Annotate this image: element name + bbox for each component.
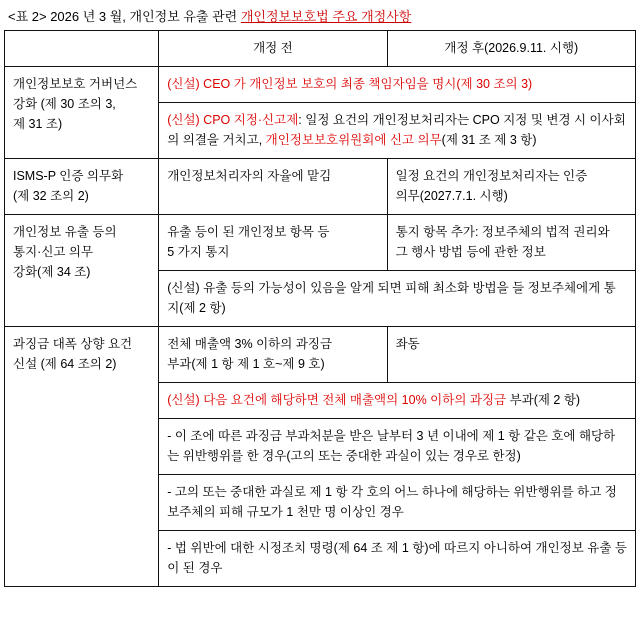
segment-text: (신설) — [167, 393, 204, 407]
caption-highlight: 개인정보보호법 주요 개정사항 — [240, 9, 412, 24]
cell-notification-after — [387, 215, 635, 271]
cell-penalty-note-3: - 고의 또는 중대한 과실로 제 1 항 각 호의 어느 하나에 해당하는 위반행위를 하고 정보주체의 피해 규모가 1 천만 명 이상인 경우 — [159, 475, 636, 531]
row-label-line: 신설 (제 64 조의 2) — [13, 357, 117, 371]
row-label-notification — [5, 215, 159, 327]
row-label-penalty — [5, 327, 159, 587]
cell-line: 그 행사 방법 등에 관한 정보 — [395, 245, 546, 259]
row-label-line: 개인정보 유출 등의 — [13, 225, 117, 239]
row-label-line: 강화(제 34 조) — [13, 265, 91, 279]
cell-line: 5 가지 통지 — [167, 245, 230, 259]
cell-ismsp-before: 개인정보처리자의 자율에 맡김 — [159, 159, 387, 215]
row-label-ismsp — [5, 159, 159, 215]
segment-text: (제 31 조 제 3 항) — [441, 133, 537, 147]
table-header-row — [5, 31, 636, 67]
header-cell-after: 개정 후(2026.9.11. 시행) — [387, 31, 635, 67]
cell-line: 통지 항목 추가: 정보주체의 법적 권리와 — [395, 225, 610, 239]
cell-ismsp-after — [387, 159, 635, 215]
row-label-line: 통지·신고 의무 — [13, 245, 94, 259]
segment-text: 다음 요건에 해당하면 전체 매출액의 10% 이하의 과징금 — [203, 393, 507, 407]
segment-text: 부과(제 2 항) — [506, 393, 581, 407]
cell-governance-ceo — [159, 67, 636, 103]
cell-penalty-note-1 — [159, 383, 636, 419]
cell-penalty-before — [159, 327, 387, 383]
cell-notification-new: (신설) 유출 등의 가능성이 있음을 알게 되면 피해 최소화 방법을 들 정보주체에게 통지(제 2 항) — [159, 271, 636, 327]
cell-line: 전체 매출액 3% 이하의 과징금 — [167, 337, 333, 351]
row-label-line: 개인정보보호 거버넌스 — [13, 77, 138, 91]
cell-line: 의무(2027.7.1. 시행) — [395, 189, 508, 203]
cell-line: 유출 등이 된 개인정보 항목 등 — [167, 225, 330, 239]
row-label-line: (제 32 조의 2) — [13, 189, 89, 203]
segment-text: : 일정 요건의 개인정보처리자는 CPO 지정 및 변경 시 이사회의 의결을 거치고, — [167, 113, 626, 147]
cell-penalty-note-2: - 이 조에 따른 과징금 부과처분을 받은 날부터 3 년 이내에 제 1 항 같은 호에 해당하는 위반행위를 한 경우(고의 또는 중대한 과실이 있는 경우로 한정) — [159, 419, 636, 475]
cell-penalty-after: 좌동 — [387, 327, 635, 383]
table-row — [5, 159, 636, 215]
row-label-line: 제 31 조) — [13, 117, 63, 131]
cell-notification-before — [159, 215, 387, 271]
caption-prefix: <표 2> 2026 년 3 월, 개인정보 유출 관련 — [8, 9, 241, 24]
table-row — [5, 327, 636, 383]
row-label-line: 강화 (제 30 조의 3, — [13, 97, 116, 111]
table-row — [5, 215, 636, 271]
table-caption — [4, 6, 636, 30]
segment-text: (신설) CEO 가 개인정보 보호의 최종 책임자임을 명시(제 30 조의 3) — [167, 77, 533, 91]
cell-penalty-note-4: - 법 위반에 대한 시정조치 명령(제 64 조 제 1 항)에 따르지 아니하여 개인정보 유출 등이 된 경우 — [159, 531, 636, 587]
header-cell-before: 개정 전 — [159, 31, 387, 67]
cell-line: 일정 요건의 개인정보처리자는 인증 — [395, 169, 588, 183]
row-label-line: 과징금 대폭 상향 요건 — [13, 337, 133, 351]
row-label-line: ISMS-P 인증 의무화 — [13, 169, 124, 183]
row-label-governance — [5, 67, 159, 159]
cell-line: 부과(제 1 항 제 1 호~제 9 호) — [167, 357, 325, 371]
header-cell-empty — [5, 31, 159, 67]
segment-text: (신설) — [167, 113, 204, 127]
table-row — [5, 67, 636, 103]
segment-text: 개인정보보호위원회에 신고 의무 — [265, 133, 442, 147]
amendment-table — [4, 30, 636, 587]
segment-text: CPO 지정·신고제 — [203, 113, 299, 127]
cell-governance-cpo — [159, 103, 636, 159]
